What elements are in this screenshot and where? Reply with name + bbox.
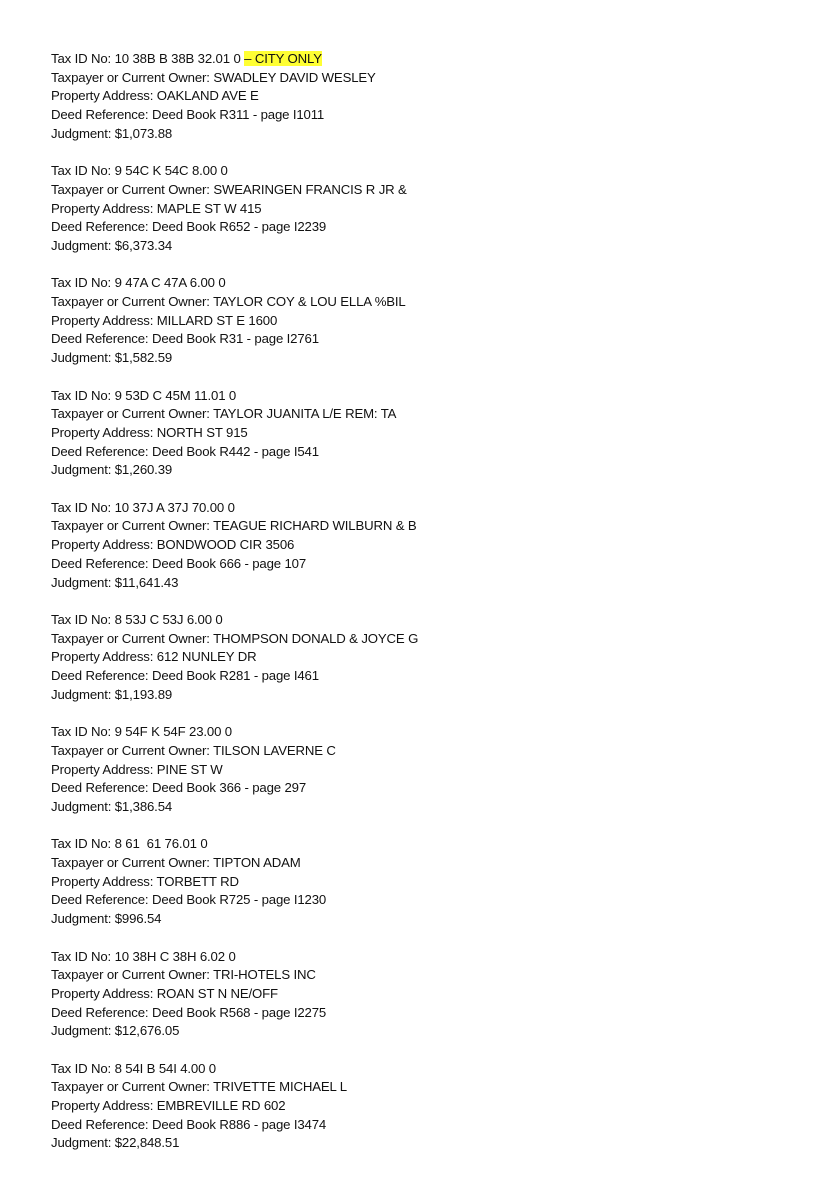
tax-id-line: [51, 50, 811, 69]
deed-line: [51, 330, 811, 349]
owner-label: Taxpayer or Current Owner:: [51, 742, 214, 758]
address-value: ROAN ST N NE/OFF: [156, 985, 278, 1001]
deed-line: [51, 1004, 811, 1023]
address-value: EMBREVILLE RD 602: [156, 1098, 286, 1114]
judgment-label: Judgment:: [51, 911, 115, 927]
address-label: Property Address:: [51, 312, 157, 328]
tax-record: [51, 162, 811, 274]
deed-line: [51, 891, 811, 910]
deed-value: Deed Book R568 - page I2275: [151, 1004, 327, 1020]
owner-label: Taxpayer or Current Owner:: [51, 518, 214, 534]
address-label: Property Address:: [51, 537, 157, 553]
deed-line: [51, 555, 811, 574]
owner-value: THOMPSON DONALD & JOYCE G: [213, 630, 419, 646]
owner-value: TILSON LAVERNE C: [213, 742, 336, 758]
deed-value: Deed Book R281 - page I461: [151, 668, 319, 683]
deed-label: Deed Reference:: [51, 219, 152, 235]
tax-id-value: 10 37J A 37J 70.00 0: [114, 499, 235, 515]
owner-value: TEAGUE RICHARD WILBURN & B: [213, 518, 417, 534]
owner-label: Taxpayer or Current Owner:: [51, 1079, 214, 1095]
deed-value: Deed Book R886 - page I3474: [151, 1116, 327, 1132]
deed-label: Deed Reference:: [51, 668, 152, 683]
judgment-value: $1,073.88: [114, 125, 173, 141]
owner-value: SWEARINGEN FRANCIS R JR &: [213, 181, 407, 197]
judgment-value: $1,386.54: [114, 798, 173, 814]
owner-line: [51, 966, 811, 985]
owner-line: [51, 517, 811, 536]
judgment-label: Judgment:: [51, 237, 115, 253]
owner-label: Taxpayer or Current Owner:: [51, 294, 214, 310]
address-value: TORBETT RD: [156, 873, 239, 889]
owner-line: [51, 405, 811, 424]
deed-value: Deed Book R442 - page I541: [151, 443, 319, 459]
judgment-line: [51, 686, 811, 705]
deed-label: Deed Reference:: [51, 331, 152, 347]
tax-id-label: Tax ID No:: [51, 387, 115, 403]
tax-id-line: [51, 835, 811, 854]
tax-id-line: [51, 274, 811, 293]
tax-id-line: [51, 162, 811, 181]
deed-label: Deed Reference:: [51, 1116, 152, 1132]
judgment-line: [51, 1022, 811, 1041]
tax-id-label: Tax ID No:: [51, 499, 115, 515]
address-line: [51, 761, 811, 780]
address-label: Property Address:: [51, 761, 157, 777]
tax-id-value: 9 47A C 47A 6.00 0: [114, 275, 226, 291]
tax-record: [51, 1060, 811, 1172]
owner-line: [51, 293, 811, 312]
address-value: PINE ST W: [156, 761, 223, 777]
judgment-value: $1,193.89: [114, 686, 173, 702]
deed-line: [51, 106, 811, 125]
owner-line: [51, 69, 811, 88]
document-page: [51, 50, 811, 1172]
judgment-label: Judgment:: [51, 1023, 115, 1039]
tax-record: [51, 611, 811, 723]
tax-id-label: Tax ID No:: [51, 51, 115, 66]
tax-id-value: 10 38H C 38H 6.02 0: [114, 948, 236, 964]
deed-line: [51, 667, 811, 686]
deed-label: Deed Reference:: [51, 1004, 152, 1020]
address-label: Property Address:: [51, 1098, 157, 1114]
tax-id-line: [51, 611, 811, 630]
address-label: Property Address:: [51, 649, 157, 665]
address-line: [51, 873, 811, 892]
address-value: 612 NUNLEY DR: [156, 649, 257, 665]
tax-id-label: Tax ID No:: [51, 836, 115, 852]
tax-id-line: [51, 723, 811, 742]
deed-label: Deed Reference:: [51, 780, 152, 796]
owner-value: SWADLEY DAVID WESLEY: [213, 69, 376, 85]
owner-line: [51, 854, 811, 873]
tax-id-label: Tax ID No:: [51, 948, 115, 964]
tax-id-value: 8 53J C 53J 6.00 0: [114, 611, 223, 627]
tax-id-line: [51, 948, 811, 967]
address-label: Property Address:: [51, 873, 157, 889]
judgment-label: Judgment:: [51, 686, 115, 702]
tax-record: [51, 387, 811, 499]
address-value: NORTH ST 915: [156, 424, 248, 440]
tax-id-line: [51, 387, 811, 406]
judgment-value: $1,582.59: [114, 350, 173, 366]
judgment-value: $11,641.43: [114, 574, 179, 590]
judgment-value: $6,373.34: [114, 237, 173, 253]
owner-value: TRI-HOTELS INC: [213, 967, 316, 983]
tax-id-value: 9 53D C 45M 11.01 0: [114, 387, 237, 403]
deed-label: Deed Reference:: [51, 443, 152, 459]
judgment-label: Judgment:: [51, 125, 115, 141]
judgment-line: [51, 125, 811, 144]
address-line: [51, 985, 811, 1004]
deed-value: Deed Book R311 - page I1011: [151, 107, 325, 123]
judgment-line: [51, 349, 811, 368]
address-value: MILLARD ST E 1600: [156, 312, 278, 328]
judgment-value: $22,848.51: [114, 1135, 180, 1151]
tax-record: [51, 499, 811, 611]
tax-record: [51, 948, 811, 1060]
tax-id-value: 8 61 61 76.01 0: [114, 836, 208, 852]
owner-label: Taxpayer or Current Owner:: [51, 855, 214, 870]
owner-label: Taxpayer or Current Owner:: [51, 406, 214, 422]
owner-line: [51, 181, 811, 200]
tax-id-label: Tax ID No:: [51, 724, 115, 740]
address-line: [51, 87, 811, 106]
tax-id-label: Tax ID No:: [51, 163, 115, 179]
deed-label: Deed Reference:: [51, 107, 152, 123]
deed-line: [51, 1116, 811, 1135]
judgment-line: [51, 1134, 811, 1153]
judgment-value: $1,260.39: [114, 462, 173, 478]
owner-value: TAYLOR COY & LOU ELLA %BIL: [213, 294, 406, 310]
tax-id-label: Tax ID No:: [51, 611, 115, 627]
owner-line: [51, 630, 811, 649]
address-label: Property Address:: [51, 88, 157, 104]
owner-line: [51, 1078, 811, 1097]
city-only-note: – CITY ONLY: [244, 51, 322, 66]
owner-value: TRIVETTE MICHAEL L: [213, 1079, 347, 1095]
judgment-label: Judgment:: [51, 574, 115, 590]
deed-value: Deed Book R725 - page I1230: [151, 892, 327, 908]
tax-record: [51, 50, 811, 162]
tax-id-label: Tax ID No:: [51, 275, 115, 291]
judgment-value: $996.54: [114, 911, 162, 927]
tax-id-line: [51, 1060, 811, 1079]
tax-id-value: 9 54C K 54C 8.00 0: [114, 163, 228, 179]
judgment-label: Judgment:: [51, 350, 115, 366]
address-value: BONDWOOD CIR 3506: [156, 537, 295, 553]
address-label: Property Address:: [51, 985, 157, 1001]
tax-id-value: 8 54I B 54I 4.00 0: [114, 1060, 216, 1076]
deed-line: [51, 218, 811, 237]
address-line: [51, 312, 811, 331]
judgment-label: Judgment:: [51, 1135, 115, 1151]
owner-label: Taxpayer or Current Owner:: [51, 630, 214, 646]
owner-label: Taxpayer or Current Owner:: [51, 181, 214, 197]
owner-label: Taxpayer or Current Owner:: [51, 69, 214, 85]
deed-label: Deed Reference:: [51, 892, 152, 908]
deed-line: [51, 779, 811, 798]
address-label: Property Address:: [51, 200, 157, 216]
deed-value: Deed Book 366 - page 297: [151, 780, 307, 796]
deed-label: Deed Reference:: [51, 555, 152, 571]
address-value: OAKLAND AVE E: [156, 88, 259, 104]
tax-id-value: 9 54F K 54F 23.00 0: [114, 724, 232, 740]
tax-id-line: [51, 499, 811, 518]
owner-value: TIPTON ADAM: [213, 855, 301, 870]
address-line: [51, 648, 811, 667]
owner-value: TAYLOR JUANITA L/E REM: TA: [213, 406, 397, 422]
tax-id-label: Tax ID No:: [51, 1060, 115, 1076]
address-line: [51, 424, 811, 443]
address-value: MAPLE ST W 415: [156, 200, 262, 216]
judgment-line: [51, 574, 811, 593]
judgment-value: $12,676.05: [114, 1023, 180, 1039]
judgment-line: [51, 237, 811, 256]
address-line: [51, 536, 811, 555]
address-label: Property Address:: [51, 424, 157, 440]
deed-value: Deed Book R652 - page I2239: [151, 219, 327, 235]
judgment-line: [51, 798, 811, 817]
address-line: [51, 1097, 811, 1116]
owner-label: Taxpayer or Current Owner:: [51, 967, 214, 983]
tax-record: [51, 723, 811, 835]
owner-line: [51, 742, 811, 761]
judgment-line: [51, 910, 811, 929]
deed-value: Deed Book R31 - page I2761: [151, 331, 319, 347]
tax-record: [51, 835, 811, 947]
deed-value: Deed Book 666 - page 107: [151, 555, 307, 571]
deed-line: [51, 443, 811, 462]
judgment-line: [51, 461, 811, 480]
judgment-label: Judgment:: [51, 798, 115, 814]
address-line: [51, 200, 811, 219]
judgment-label: Judgment:: [51, 462, 115, 478]
tax-record: [51, 274, 811, 386]
tax-id-value: 10 38B B 38B 32.01 0: [114, 51, 245, 66]
